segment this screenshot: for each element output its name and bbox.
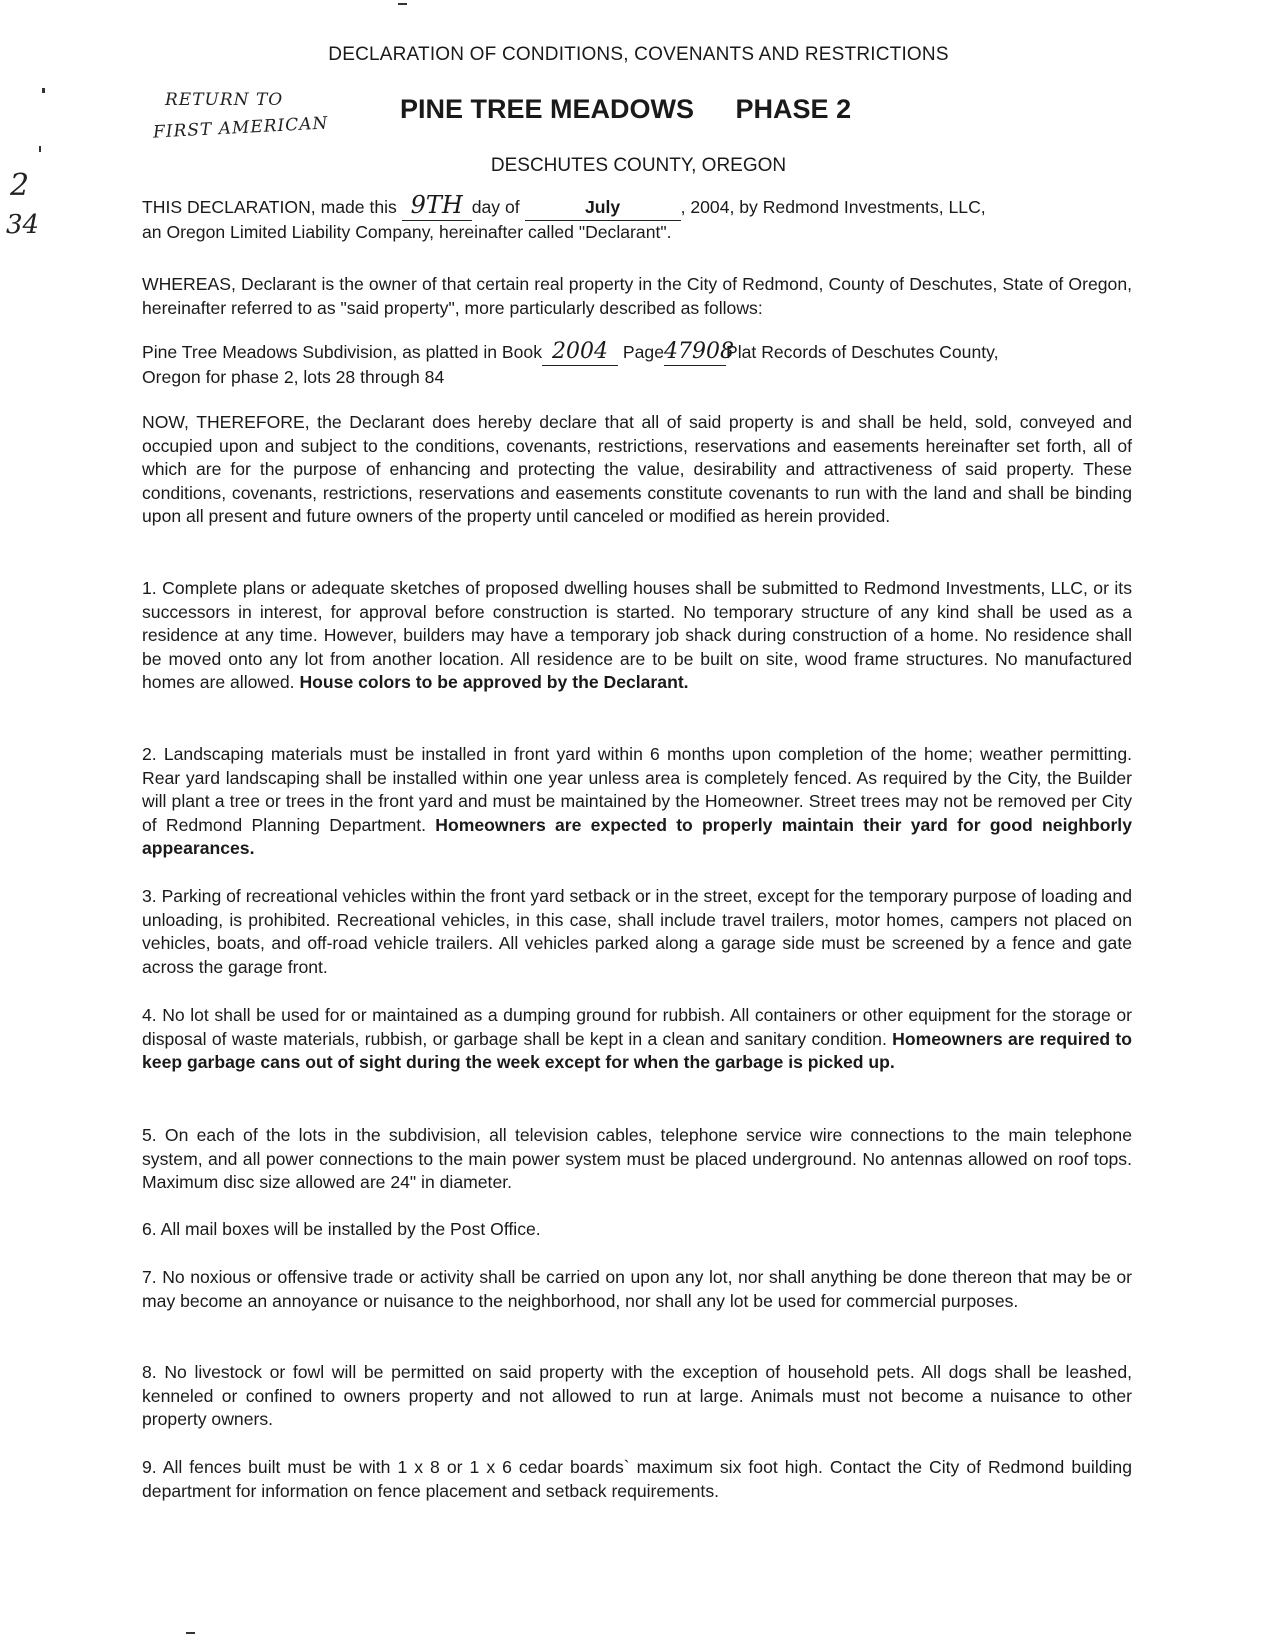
clause-4-bold-text: Homeowners are required to keep garbage cans out of sight during the week except for when the garbage is picked up. xyxy=(142,1028,1132,1073)
clause-4-text: 4. No lot shall be used for or maintained as a dumping ground for rubbish. All containers or other equipment for the storage or disposal of waste materials, rubbish, or garbage shall be kept in a clean and sanitary condition. xyxy=(142,1005,1132,1049)
clause-6 xyxy=(142,1218,1132,1242)
month-value: July xyxy=(584,197,621,217)
intro-text-a: THIS DECLARATION, made this xyxy=(142,197,397,217)
day-value: 9TH xyxy=(410,191,463,219)
plat-text-a: Pine Tree Meadows Subdivision, as platted in Book xyxy=(142,342,542,362)
clause-8-text: 8. No livestock or fowl will be permitted on said property with the exception of household pets. All dogs shall be leashed, kenneled or confined to owners property and not allowed to run at large. Animals must not become a nuisance to other property owners. xyxy=(142,1362,1132,1430)
clause-7-text: 7. No noxious or offensive trade or activity shall be carried on upon any lot, nor shall anything be done thereon that may be or may become an annoyance or nuisance to the neighborhood, nor shall any lot be used for commercial purposes. xyxy=(142,1267,1132,1311)
clause-8 xyxy=(142,1361,1132,1432)
book-blank xyxy=(542,341,618,366)
phase-label: PHASE 2 xyxy=(735,94,852,124)
scan-mark-left-2 xyxy=(39,146,41,152)
clause-7 xyxy=(142,1266,1132,1313)
subdivision-name: PINE TREE MEADOWS xyxy=(400,94,695,124)
whereas-text: WHEREAS, Declarant is the owner of that certain real property in the City of Redmond, County of Deschutes, State of Oregon, hereinafter referred to as "said property", more particularly described as follows: xyxy=(142,274,1132,318)
intro-text-b: day of xyxy=(471,197,520,217)
document-title: DECLARATION OF CONDITIONS, COVENANTS AND RESTRICTIONS xyxy=(328,44,949,65)
page-blank xyxy=(663,339,734,366)
clause-1-bold-text: House colors to be approved by the Declarant. xyxy=(299,672,689,693)
clause-9 xyxy=(142,1456,1132,1503)
whereas-paragraph xyxy=(142,273,1132,320)
now-therefore-text: NOW, THEREFORE, the Declarant does hereby declare that all of said property is and shall be held, sold, conveyed and occupied upon and subject to the conditions, covenants, restrictions, reservations and easements hereinafter set forth, all of which are for the purpose of enhancing and protecting the value, desirability and attractiveness of said property. These conditions, covenants, restrictions, reservations and easements constitute covenants to run with the land and shall be binding upon all present and future owners of the property until canceled or modified as herein provided. xyxy=(142,412,1132,527)
handwritten-page-mark-top: 2 xyxy=(10,168,30,203)
book-value: 2004 xyxy=(552,339,608,364)
now-therefore-paragraph xyxy=(142,411,1132,529)
plat-paragraph xyxy=(142,341,1132,389)
clause-2 xyxy=(142,743,1132,861)
scan-mark-top xyxy=(398,3,407,5)
month-blank xyxy=(525,196,681,221)
clause-3 xyxy=(142,885,1132,979)
handwritten-return-note-line1: RETURN TO xyxy=(165,90,284,110)
clause-1-text: 1. Complete plans or adequate sketches of proposed dwelling houses shall be submitted to Redmond Investments, LLC, or its successors in interest, for approval before construction is started. No temporary structure of any kind shall be used as a residence at any time. However, builders may have a temporary job shack during construction of a home. No residence shall be moved onto any lot from another location. All residence are to be built on site, wood frame structures. No manufactured homes are allowed. xyxy=(142,578,1132,693)
intro-declaration xyxy=(142,191,1132,244)
county-line: DESCHUTES COUNTY, OREGON xyxy=(490,155,787,176)
subdivision-heading xyxy=(400,94,885,125)
day-blank xyxy=(402,191,472,221)
intro-text-d: an Oregon Limited Liability Company, hereinafter called "Declarant". xyxy=(142,221,672,242)
page-value: 47908 xyxy=(663,339,734,364)
scan-mark-bottom xyxy=(186,1632,195,1634)
clause-3-text: 3. Parking of recreational vehicles within the front yard setback or in the street, except for the temporary purpose of loading and unloading, is prohibited. Recreational vehicles, in this case, shall include travel trailers, motor homes, campers not placed on vehicles, boats, and off-road vehicle trailers. All vehicles parked along a garage side must be screened by a fence and gate across the garage front. xyxy=(142,886,1132,977)
clause-9-text: 9. All fences built must be with 1 x 8 or 1 x 6 cedar boards` maximum six foot high. Contact the City of Redmond building department for information on fence placement and setback requirements. xyxy=(142,1457,1132,1501)
clause-4 xyxy=(142,1004,1132,1075)
scan-mark-left xyxy=(42,88,45,93)
clause-5-text: 5. On each of the lots in the subdivision, all television cables, telephone service wire connections to the main telephone system, and all power connections to the main power system must be placed underground. No antennas allowed on roof tops. Maximum disc size allowed are 24" in diameter. xyxy=(142,1125,1132,1193)
clause-5 xyxy=(142,1124,1132,1195)
clause-2-bold-text: Homeowners are expected to properly maintain their yard for good neighborly appearances. xyxy=(142,814,1132,859)
clause-1 xyxy=(142,577,1132,695)
clause-6-text: 6. All mail boxes will be installed by the Post Office. xyxy=(142,1219,541,1239)
plat-text-c: Plat Records of Deschutes County, xyxy=(725,342,999,362)
intro-text-c: , 2004, by Redmond Investments, LLC, xyxy=(680,197,986,217)
plat-text-b: Page xyxy=(622,342,664,362)
clause-2-text: 2. Landscaping materials must be installed in front yard within 6 months upon completion of the home; weather permitting. Rear yard landscaping shall be installed within one year unless area is completely fenced. As required by the City, the Builder will plant a tree or trees in the front yard and must be maintained by the Homeowner. Street trees may not be removed per City of Redmond Planning Department. xyxy=(142,744,1132,835)
handwritten-page-mark-bottom: 34 xyxy=(6,210,40,240)
plat-text-d: Oregon for phase 2, lots 28 through 84 xyxy=(142,366,445,387)
handwritten-return-note-line2: FIRST AMERICAN xyxy=(152,113,329,143)
